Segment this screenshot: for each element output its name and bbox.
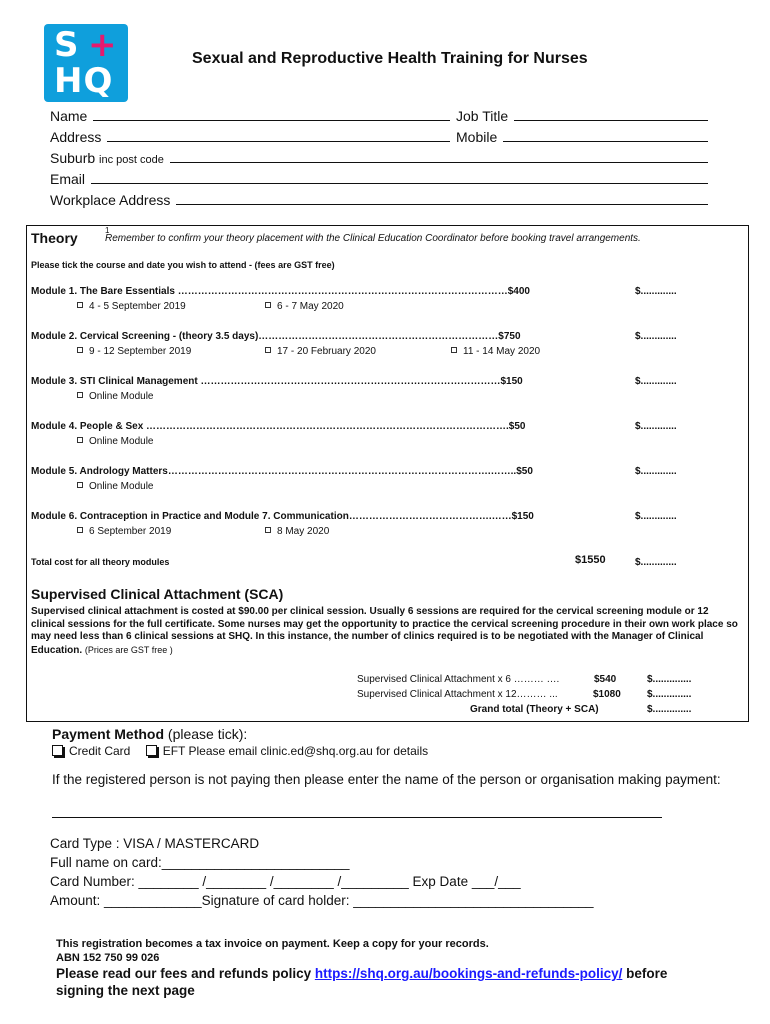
suburb-field[interactable] <box>50 150 708 166</box>
payment-options <box>52 744 428 758</box>
module-2-option-2[interactable]: 17 - 20 February 2020 <box>265 346 376 357</box>
card-full-name[interactable]: Full name on card:_________________________ <box>50 855 350 870</box>
module-3-title: Module 3. STI Clinical Management ………………………………………………………………………………$150 <box>31 376 523 387</box>
checkbox-icon[interactable] <box>77 437 83 443</box>
mobile-field[interactable] <box>456 129 708 145</box>
suburb-label: Suburb inc post code <box>50 150 164 166</box>
sca-x6-label: Supervised Clinical Attachment x 6 ……… …. <box>357 674 560 685</box>
sca-x12-price: $1080 <box>593 689 621 700</box>
sca-heading: Supervised Clinical Attachment (SCA) <box>31 586 284 602</box>
name-label: Name <box>50 108 88 124</box>
module-6-option-1[interactable]: 6 September 2019 <box>77 526 171 537</box>
module-5-amount[interactable]: $............. <box>635 466 677 477</box>
theory-note: Remember to confirm your theory placement with the Clinical Education Coordinator before booking travel arrangements. <box>105 233 641 244</box>
module-3-option-1[interactable]: Online Module <box>77 391 153 402</box>
eft-option[interactable]: EFT Please email clinic.ed@shq.org.au for details <box>146 744 428 758</box>
email-label: Email <box>50 171 86 187</box>
module-5-option-1[interactable]: Online Module <box>77 481 153 492</box>
address-field[interactable] <box>50 129 450 145</box>
checkbox-icon[interactable] <box>77 482 83 488</box>
email-field[interactable] <box>50 171 708 187</box>
module-1-amount[interactable]: $............. <box>635 286 677 297</box>
sca-x6-price: $540 <box>594 674 617 685</box>
checkbox-icon[interactable] <box>77 302 83 308</box>
page-title: Sexual and Reproductive Health Training for Nurses <box>192 50 588 67</box>
abn: ABN 152 750 99 026 <box>56 952 160 964</box>
logo-hq: HQ <box>54 61 114 101</box>
sca-x12-amount[interactable]: $.............. <box>647 689 692 700</box>
other-payer-text: If the registered person is not paying then please enter the name of the person or organisation making payment: <box>52 772 721 787</box>
logo-plus: + <box>88 25 118 65</box>
module-6-option-2[interactable]: 8 May 2020 <box>265 526 329 537</box>
checkbox-icon[interactable] <box>265 347 271 353</box>
signing-note: signing the next page <box>56 983 195 998</box>
job-title-field[interactable] <box>456 108 708 124</box>
module-2-option-3[interactable]: 11 - 14 May 2020 <box>451 346 540 357</box>
sca-description: Supervised clinical attachment is costed at $90.00 per clinical session. Usually 6 sessions are required for the cervical screening module or 12 clinical sessions for the full certificate. Some nurses may get the opportunity to practice the cervical screening procedure in their own work place so may need less than 6 clinical sessions at SHQ. In this instance, the number of clinics required is to be negotiated with the Manager of Clinical Education. (Prices are GST free ) <box>31 606 738 656</box>
footnote-mark: 1 <box>105 226 110 235</box>
sca-x6-amount[interactable]: $.............. <box>647 674 692 685</box>
checkbox-icon[interactable] <box>77 347 83 353</box>
refund-policy-line: Please read our fees and refunds policy https://shq.org.au/bookings-and-refunds-policy/ before <box>56 966 668 981</box>
module-2-title: Module 2. Cervical Screening - (theory 3.5 days)………………………………………………………………$750 <box>31 331 521 342</box>
grand-total-label: Grand total (Theory + SCA) <box>470 704 599 715</box>
theory-heading: Theory <box>31 230 78 246</box>
payment-heading: Payment Method (please tick): <box>52 726 248 742</box>
checkbox-icon[interactable] <box>77 392 83 398</box>
grand-total-amount[interactable]: $.............. <box>647 704 692 715</box>
module-2-amount[interactable]: $............. <box>635 331 677 342</box>
job-title-label: Job Title <box>456 108 509 124</box>
other-payer-line[interactable] <box>52 817 662 818</box>
module-1-option-1[interactable]: 4 - 5 September 2019 <box>77 301 186 312</box>
workplace-label: Workplace Address <box>50 192 171 208</box>
credit-card-option[interactable]: Credit Card <box>52 744 130 758</box>
module-1-option-2[interactable]: 6 - 7 May 2020 <box>265 301 344 312</box>
shq-logo <box>44 24 128 102</box>
checkbox-icon[interactable] <box>77 527 83 533</box>
checkbox-icon[interactable] <box>451 347 457 353</box>
sca-x12-label: Supervised Clinical Attachment x 12……… ... <box>357 689 558 700</box>
logo-s: S <box>54 25 80 65</box>
workplace-field[interactable] <box>50 192 708 208</box>
module-6-title: Module 6. Contraception in Practice and Module 7. Communication…………………………………….……$150 <box>31 511 534 522</box>
total-amount[interactable]: $............. <box>635 557 677 568</box>
mobile-label: Mobile <box>456 129 498 145</box>
module-1-title: Module 1. The Bare Essentials ………………………………………………………………………………………$400 <box>31 286 530 297</box>
checkbox-icon[interactable] <box>265 302 271 308</box>
checkbox-icon[interactable] <box>146 745 157 756</box>
module-3-amount[interactable]: $............. <box>635 376 677 387</box>
gst-note: (Prices are GST free ) <box>84 644 173 655</box>
tick-instruction: Please tick the course and date you wish to attend - (fees are GST free) <box>31 260 335 270</box>
module-4-option-1[interactable]: Online Module <box>77 436 153 447</box>
module-4-title: Module 4. People & Sex ……………………………………………………………………………………………….$50 <box>31 421 526 432</box>
module-2-option-1[interactable]: 9 - 12 September 2019 <box>77 346 191 357</box>
checkbox-icon[interactable] <box>52 745 63 756</box>
module-4-amount[interactable]: $............. <box>635 421 677 432</box>
total-price: $1550 <box>575 554 606 566</box>
address-label: Address <box>50 129 102 145</box>
theory-section <box>26 225 749 722</box>
suburb-note: inc post code <box>99 154 164 166</box>
total-label: Total cost for all theory modules <box>31 557 170 567</box>
card-amount-signature[interactable]: Amount: _____________Signature of card holder: ________________________________ <box>50 893 594 908</box>
checkbox-icon[interactable] <box>265 527 271 533</box>
module-5-title: Module 5. Andrology Matters…………………………………………………………………………………….……..$50 <box>31 466 533 477</box>
card-number[interactable]: Card Number: ________ /________ /________ /_________ Exp Date ___/___ <box>50 874 521 889</box>
refund-policy-link[interactable]: https://shq.org.au/bookings-and-refunds-policy/ <box>314 966 623 981</box>
tax-invoice-note: This registration becomes a tax invoice on payment. Keep a copy for your records. <box>56 938 489 950</box>
card-type: Card Type : VISA / MASTERCARD <box>50 836 260 851</box>
module-6-amount[interactable]: $............. <box>635 511 677 522</box>
name-field[interactable] <box>50 108 450 124</box>
